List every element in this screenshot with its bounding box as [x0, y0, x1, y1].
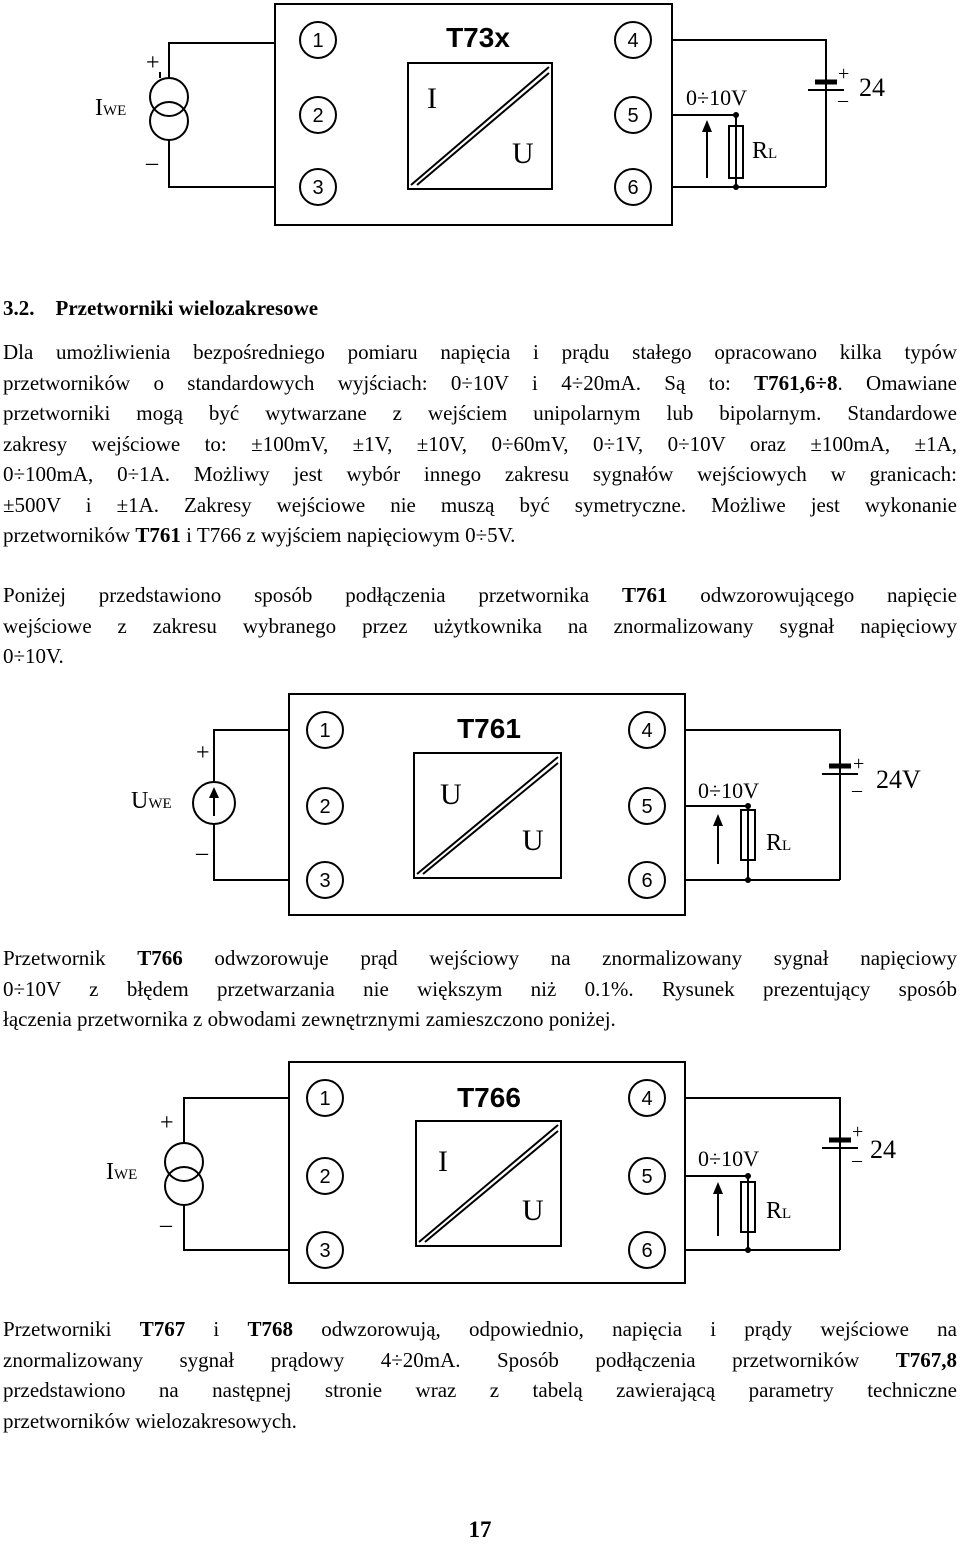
text-run: odwzorowuje prąd wejściowy na znormalizowany sygnał napięciowy [182, 946, 957, 970]
supply-voltage: 24V [876, 765, 921, 794]
text-line [3, 1345, 957, 1376]
pin-4-label: 4 [641, 1088, 653, 1110]
input-minus: – [160, 1212, 172, 1238]
text-line: przetworników wielozakresowych. [3, 1408, 297, 1433]
diagram-t766 [0, 1058, 960, 1288]
block-output-symbol: U [522, 824, 544, 857]
pin-5-label: 5 [627, 105, 639, 127]
text-line: Dla umożliwienia bezpośredniego pomiaru napięcia i prądu stałego opracowano kilka typów [3, 340, 957, 364]
paragraph-t767-t768 [3, 1314, 957, 1436]
text-line: 0÷10V. [3, 644, 64, 668]
text-line: ±500V i ±1A. Zakresy wejściowe nie muszą być symetryczne. Możliwe jest wykonanie [3, 492, 957, 517]
supply-minus: – [852, 779, 862, 801]
text-run: Przetworniki [3, 1317, 140, 1341]
circuit-diagram [0, 690, 960, 920]
input-label: IWE [95, 95, 127, 121]
pin-5-label: 5 [641, 796, 653, 818]
output-range: 0÷10V [698, 778, 759, 803]
output-range: 0÷10V [698, 1146, 759, 1171]
text-run: Przetwornik [3, 946, 138, 970]
block-output-symbol: U [512, 137, 534, 170]
supply-minus: – [838, 89, 848, 111]
text-run: odwzorowują, odpowiednio, napięcia i prądy wejściowe na [293, 1317, 957, 1341]
pin-4-label: 4 [641, 720, 653, 742]
pin-1-label: 1 [319, 720, 331, 742]
pin-6-label: 6 [641, 870, 653, 892]
current-source-icon [150, 78, 188, 116]
load-label: RL [766, 830, 792, 856]
text-line [3, 520, 957, 551]
model-ref: T766 [137, 946, 183, 970]
pin-3-label: 3 [312, 177, 324, 199]
section-heading [3, 296, 318, 321]
text-run: Poniżej przedstawiono sposób podłączenia przetwornika [3, 583, 622, 607]
block-output-symbol: U [522, 1194, 544, 1227]
pin-6-label: 6 [627, 177, 639, 199]
text-run: odwzorowującego napięcie [667, 583, 957, 607]
input-plus: + [196, 740, 210, 766]
text-line: przedstawiono na następnej stronie wraz z tabelą zawierającą parametry techniczne [3, 1378, 957, 1402]
block-input-symbol: I [438, 1145, 448, 1178]
current-source-icon [165, 1143, 203, 1181]
supply-minus: – [852, 1149, 862, 1171]
text-run: przetworników o standardowych wyjściach: 0÷10V i 4÷20mA. Są to: [3, 370, 755, 395]
section-number: 3.2. [3, 296, 35, 320]
circuit-diagram [0, 1058, 960, 1288]
text-run: i T766 z wyjściem napięciowym 0÷5V. [180, 523, 516, 547]
text-run: . Omawiane [837, 370, 957, 395]
page-number: 17 [468, 1517, 492, 1542]
supply-plus: + [853, 753, 865, 775]
diagram-t73x [0, 0, 960, 230]
input-label: IWE [106, 1159, 138, 1185]
pin-2-label: 2 [312, 105, 324, 127]
paragraph-t761-intro [3, 580, 957, 672]
converter-model: T766 [457, 1082, 521, 1113]
supply-voltage: 24 [859, 73, 885, 102]
pin-5-label: 5 [641, 1166, 653, 1188]
pin-2-label: 2 [319, 796, 331, 818]
output-range: 0÷10V [686, 85, 747, 110]
load-label: RL [752, 138, 778, 164]
section-title: Przetworniki wielozakresowe [55, 296, 319, 320]
paragraph-ranges [3, 337, 957, 551]
model-ref: T761,6÷8 [754, 370, 838, 395]
input-plus: + [146, 50, 160, 76]
text-run: i [185, 1317, 248, 1341]
paragraph-t766-intro [3, 943, 957, 1035]
converter-model: T73x [446, 22, 510, 53]
supply-voltage: 24 [870, 1135, 896, 1164]
model-ref: T768 [247, 1317, 293, 1341]
text-line [3, 943, 957, 974]
load-label: RL [766, 1198, 792, 1224]
supply-plus: + [838, 63, 850, 85]
model-ref: T767,8 [895, 1347, 957, 1372]
block-input-symbol: I [427, 82, 437, 115]
text-run: znormalizowany sygnał prądowy 4÷20mA. Sposób podłączenia przetworników [3, 1347, 896, 1372]
input-plus: + [160, 1110, 174, 1136]
model-ref: T761 [621, 583, 668, 607]
input-label: UWE [131, 788, 172, 814]
input-minus: – [146, 150, 158, 176]
text-line: przetworniki mogą być wytwarzane z wejściem unipolarnym lub bipolarnym. Standardowe [3, 401, 957, 425]
pin-4-label: 4 [627, 30, 639, 52]
pin-1-label: 1 [319, 1088, 331, 1110]
text-line: 0÷10V z błędem przetwarzania nie większym niż 0.1%. Rysunek prezentujący sposób [3, 976, 957, 1001]
pin-6-label: 6 [641, 1240, 653, 1262]
model-ref: T761 [135, 523, 181, 547]
pin-1-label: 1 [312, 30, 324, 52]
text-line: wejściowe z zakresu wybranego przez użytkownika na znormalizowany sygnał napięciowy [3, 613, 957, 638]
diagram-t761 [0, 690, 960, 920]
circuit-diagram [0, 0, 960, 230]
text-line [3, 1314, 957, 1345]
pin-2-label: 2 [319, 1166, 331, 1188]
supply-plus: + [852, 1121, 864, 1143]
text-line [3, 368, 957, 399]
input-minus: – [196, 840, 208, 866]
text-run: przetworników [3, 523, 136, 547]
converter-model: T761 [457, 713, 521, 744]
text-line: łączenia przetwornika z obwodami zewnętrznymi zamieszczono poniżej. [3, 1007, 616, 1031]
pin-3-label: 3 [319, 870, 331, 892]
text-line: 0÷100mA, 0÷1A. Możliwy jest wybór innego zakresu sygnałów wejściowych w granicach: [3, 462, 957, 486]
pin-3-label: 3 [319, 1240, 331, 1262]
text-line: zakresy wejściowe to: ±100mV, ±1V, ±10V, 0÷60mV, 0÷1V, 0÷10V oraz ±100mA, ±1A, [3, 431, 957, 456]
model-ref: T767 [139, 1317, 186, 1341]
block-input-symbol: U [440, 778, 462, 811]
text-line [3, 580, 957, 611]
